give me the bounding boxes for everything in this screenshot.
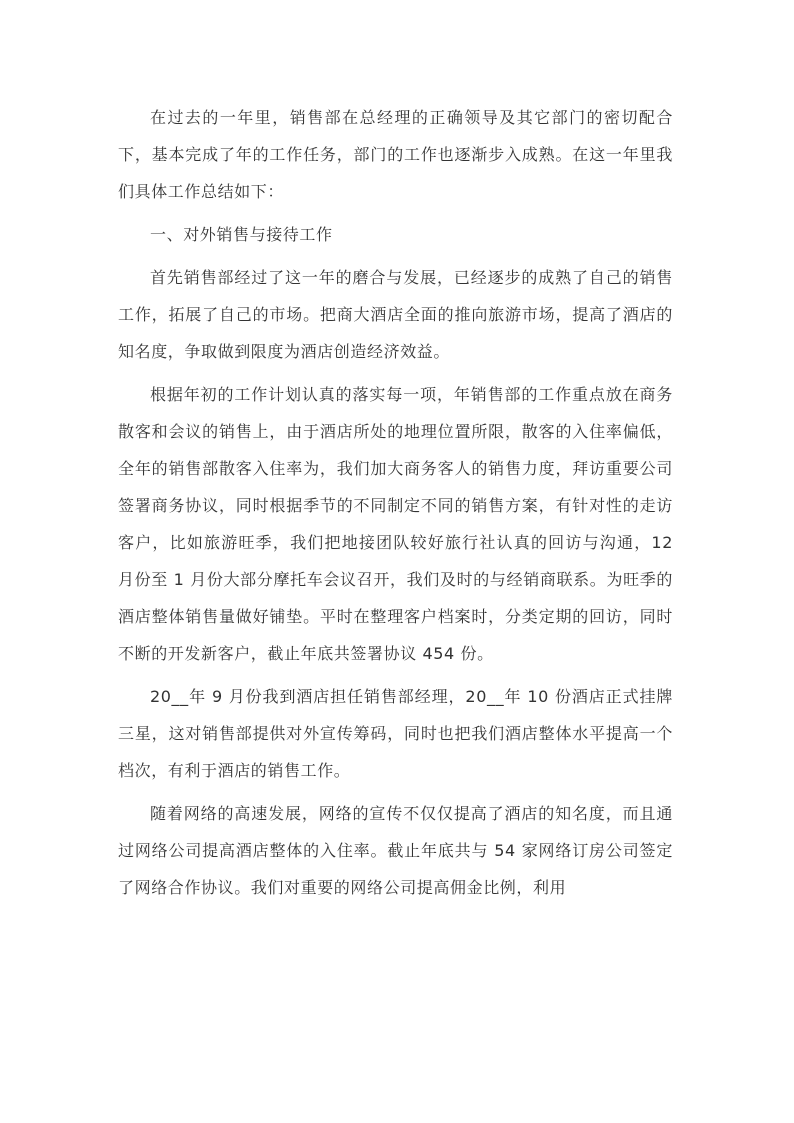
paragraph-annual-plan: 根据年初的工作计划认真的落实每一项，年销售部的工作重点放在商务散客和会议的销售上，由于酒店所处的地理位置所限，散客的入住率偏低，全年的销售部散客入住率为，我们加大商务客人的销售力度，拜访重要公司签署商务协议，同时根据季节的不同制定不同的销售方案，有针对性的走访客户，比如旅游旺季，我们把地接团队较好旅行社认真的回访与沟通，12 月份至 1 月份大部分摩托车会议召开，我们及时的与经销商联系。为旺季的酒店整体销售量做好铺垫。平时在整理客户档案时，分类定期的回访，同时不断的开发新客户，截止年底共签署协议 454 份。: [118, 385, 673, 663]
section-heading-external-sales: 一、对外销售与接待工作: [150, 225, 333, 244]
paragraph-online-booking: 随着网络的高速发展，网络的宣传不仅仅提高了酒店的知名度，而且通过网络公司提高酒店整体的入住率。截止年底共与 54 家网络订房公司签定了网络合作协议。我们对重要的网络公司提高佣金比例，利用: [118, 804, 673, 897]
intro-paragraph: 在过去的一年里，销售部在总经理的正确领导及其它部门的密切配合下，基本完成了年的工作任务，部门的工作也逐渐步入成熟。在这一年里我们具体工作总结如下：: [118, 108, 673, 201]
paragraph-three-star: 20__年 9 月份我到酒店担任销售部经理，20__年 10 份酒店正式挂牌三星，这对销售部提供对外宣传筹码，同时也把我们酒店整体水平提高一个档次，有利于酒店的销售工作。: [118, 687, 673, 780]
document-body: [118, 99, 673, 912]
paragraph-market-expansion: 首先销售部经过了这一年的磨合与发展，已经逐步的成熟了自己的销售工作，拓展了自己的市场。把商大酒店全面的推向旅游市场，提高了酒店的知名度，争取做到限度为酒店创造经济效益。: [118, 268, 673, 361]
